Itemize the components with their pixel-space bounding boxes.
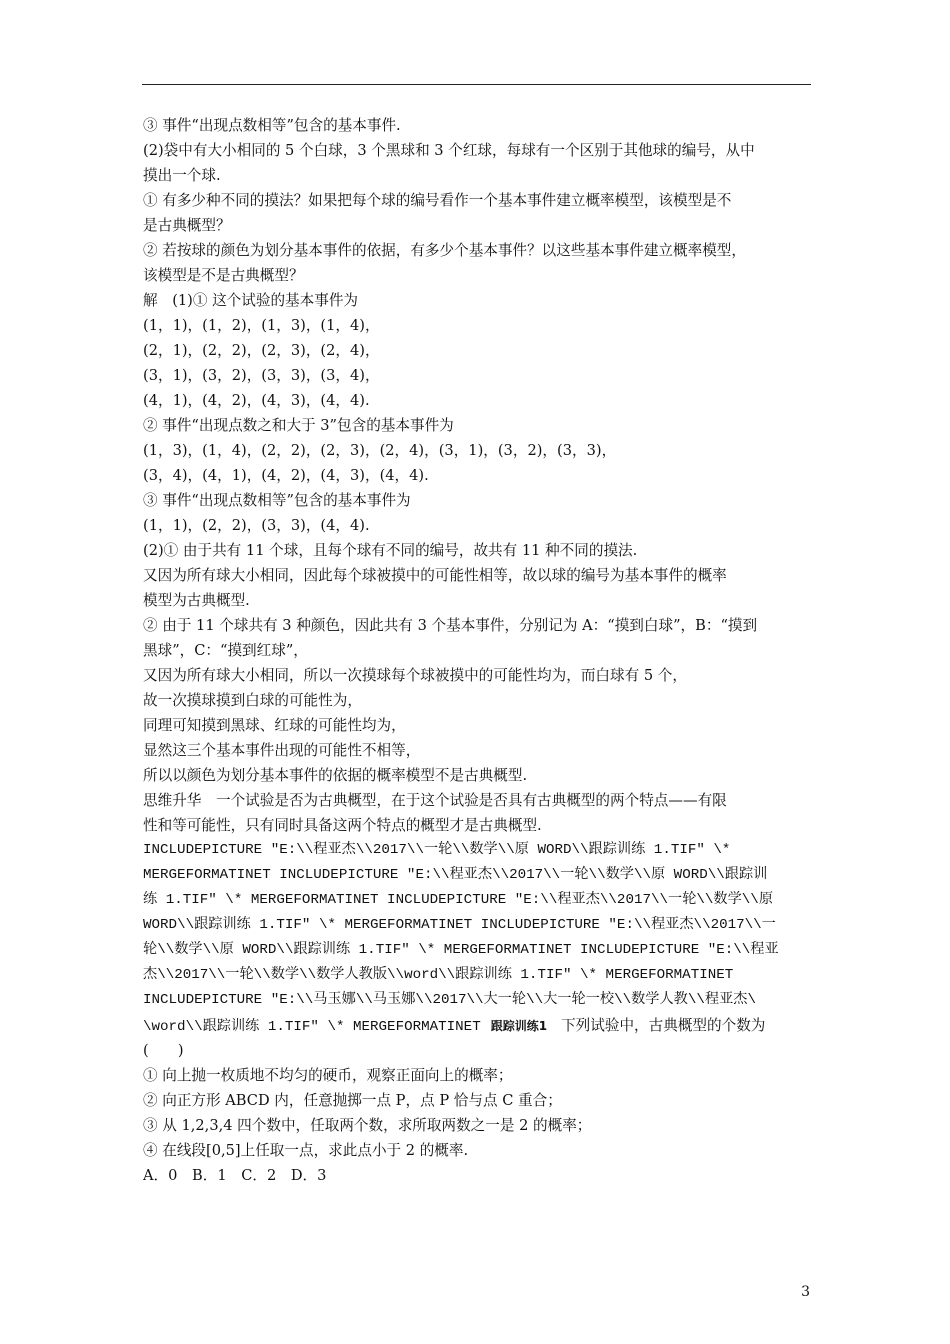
body-lines [143,113,811,838]
text-line: 性和等可能性，只有同时具备这两个特点的概型才是古典概型. [143,817,542,834]
text-line: (1，1)，(2，2)，(3，3)，(4，4). [143,517,370,534]
text-line: (3，1)，(3，2)，(3，3)，(3，4)， [143,367,380,384]
text-line: 所以以颜色为划分基本事件的依据的概率模型不是古典概型. [143,767,528,784]
include-last-line [143,1013,811,1038]
question-options [143,1038,811,1188]
text-line: INCLUDEPICTURE "E:\\程亚杰\\2017\\一轮\\数学\\原 WORD\\跟踪训练 1.TIF" \* [143,842,731,858]
text-line: (2)袋中有大小相同的 5 个白球，3 个黑球和 3 个红球，每球有一个区别于其他球的编号，从中 [143,142,755,159]
text-line: ① 有多少种不同的摸法？如果把每个球的编号看作一个基本事件建立概率模型，该模型是不 [143,192,732,209]
exercise-badge: 跟踪训练1 [490,1019,548,1033]
text-line: ( ) [143,1042,184,1059]
include-field-codes [143,838,811,1013]
text-line: ② 由于 11 个球共有 3 种颜色，因此共有 3 个基本事件，分别记为 A：“摸到白球”，B：“摸到 [143,617,758,634]
text-line: ③ 事件“出现点数相等”包含的基本事件. [143,117,401,134]
text-line: ② 事件“出现点数之和大于 3”包含的基本事件为 [143,417,454,434]
text-line: 故一次摸球摸到白球的可能性为， [143,692,362,709]
text-line: A．0 B．1 C．2 D．3 [143,1167,327,1184]
text-line: 思维升华 一个试验是否为古典概型，在于这个试验是否具有古典概型的两个特点——有限 [143,792,727,809]
text-line: (3，4)，(4，1)，(4，2)，(4，3)，(4，4). [143,467,429,484]
text-line: ④ 在线段[0,5]上任取一点，求此点小于 2 的概率. [143,1142,469,1159]
text-line: 杰\\2017\\一轮\\数学\\数学人教版\\word\\跟踪训练 1.TIF" \* MERGEFORMATINET [143,967,734,983]
text-line: ③ 从 1,2,3,4 四个数中，任取两个数，求所取两数之一是 2 的概率； [143,1117,592,1134]
text-line: 黑球”，C：“摸到红球”， [143,642,308,659]
text-line: 又因为所有球大小相同，所以一次摸球每个球被摸中的可能性均为，而白球有 5 个， [143,667,687,684]
text-line: ② 向正方形 ABCD 内，任意抛掷一点 P，点 P 恰与点 C 重合； [143,1092,562,1109]
text-line: 练 1.TIF" \* MERGEFORMATINET INCLUDEPICTURE "E:\\程亚杰\\2017\\一轮\\数学\\原 [143,892,774,908]
text-line: 同理可知摸到黑球、红球的可能性均为， [143,717,406,734]
text-line: WORD\\跟踪训练 1.TIF" \* MERGEFORMATINET INCLUDEPICTURE "E:\\程亚杰\\2017\\一 [143,917,776,933]
page-number: 3 [801,1284,810,1300]
text-line: (4，1)，(4，2)，(4，3)，(4，4). [143,392,370,409]
text-line: ① 向上抛一枚质地不均匀的硬币，观察正面向上的概率； [143,1067,513,1084]
text-line: 解 (1)① 这个试验的基本事件为 [143,292,359,309]
text-line: 模型为古典概型. [143,592,250,609]
page-content [143,113,811,1188]
text-line: (1，3)，(1，4)，(2，2)，(2，3)，(2，4)，(3，1)，(3，2)，(3，3)， [143,442,617,459]
text-line: (2，1)，(2，2)，(2，3)，(2，4)， [143,342,380,359]
header-rule [142,84,811,85]
question-text: 下列试验中，古典概型的个数为 [561,1017,766,1034]
text-line: ② 若按球的颜色为划分基本事件的依据，有多少个基本事件？以这些基本事件建立概率模型， [143,242,746,259]
text-line: 该模型是不是古典概型？ [143,267,304,284]
text-line: 又因为所有球大小相同，因此每个球被摸中的可能性相等，故以球的编号为基本事件的概率 [143,567,727,584]
include-last-text: \word\\跟踪训练 1.TIF" \* MERGEFORMATINET [143,1019,481,1035]
text-line: (1，1)，(1，2)，(1，3)，(1，4)， [143,317,380,334]
text-line: (2)① 由于共有 11 个球，且每个球有不同的编号，故共有 11 种不同的摸法. [143,542,638,559]
text-line: 是古典概型？ [143,217,231,234]
text-line: INCLUDEPICTURE "E:\\马玉娜\\马玉娜\\2017\\大一轮\\大一轮一校\\数学人教\\程亚杰\ [143,992,756,1008]
text-line: 摸出一个球. [143,167,221,184]
text-line: ③ 事件“出现点数相等”包含的基本事件为 [143,492,411,509]
text-line: 显然这三个基本事件出现的可能性不相等， [143,742,421,759]
text-line: 轮\\数学\\原 WORD\\跟踪训练 1.TIF" \* MERGEFORMATINET INCLUDEPICTURE "E:\\程亚 [143,942,779,958]
text-line: MERGEFORMATINET INCLUDEPICTURE "E:\\程亚杰\\2017\\一轮\\数学\\原 WORD\\跟踪训 [143,867,768,883]
